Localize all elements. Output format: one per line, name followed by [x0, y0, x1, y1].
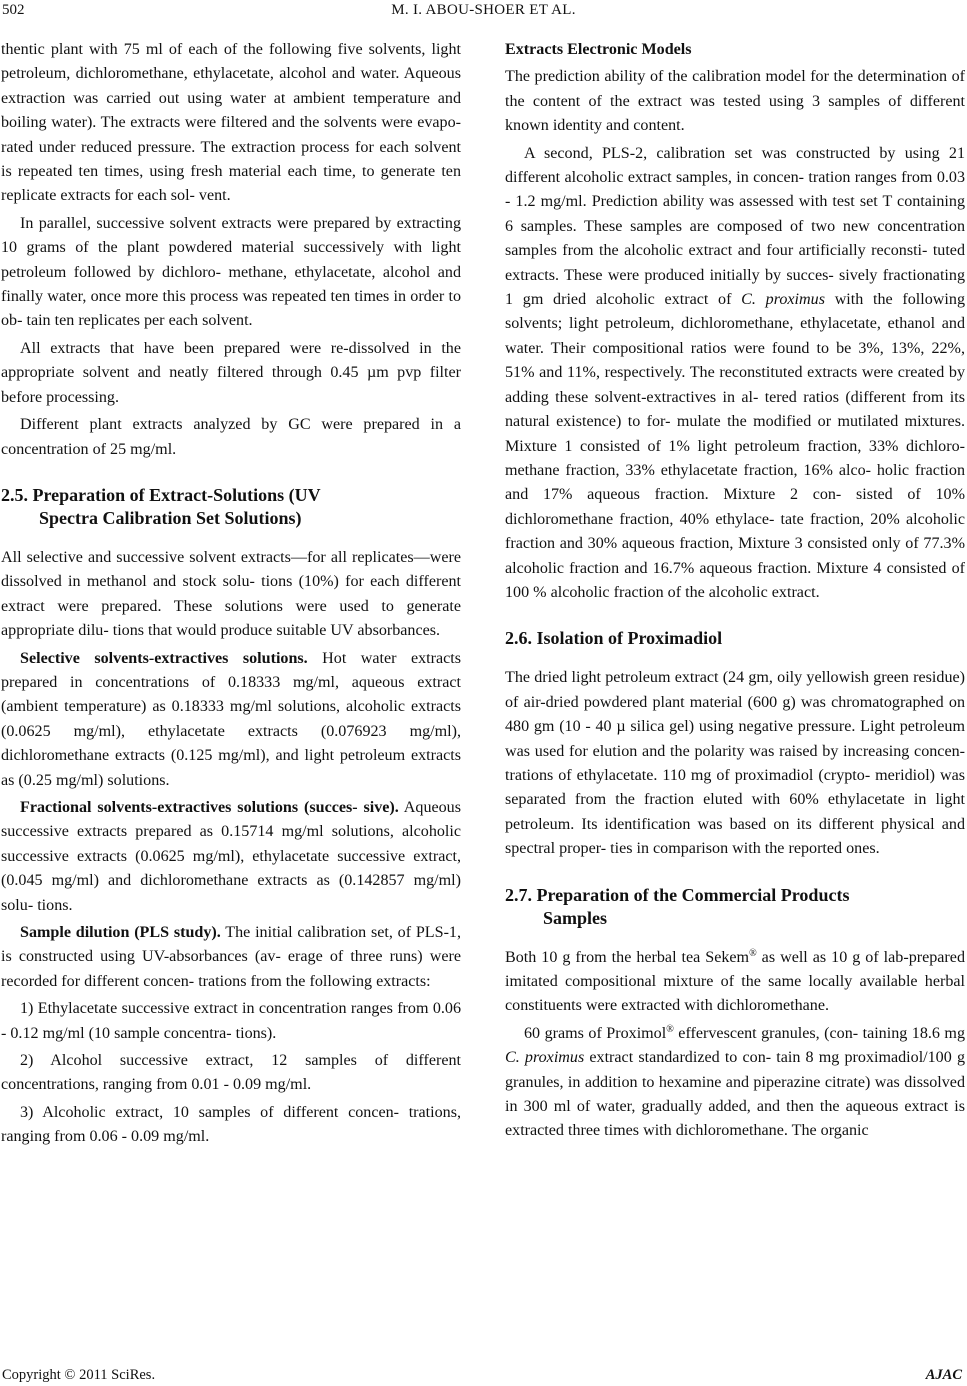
registered-mark: ® [666, 1023, 674, 1035]
section-heading-2-7-line2: Samples [543, 907, 608, 928]
registered-mark: ® [749, 947, 757, 959]
proximol-text-b: effervescent granules, (con- taining 18.6 mg [673, 1024, 965, 1042]
paragraph-selective-text: Hot water extracts prepared in concentrations of 0.18333 mg/ml, aqueous extract (ambient temperature) as 0.18333 mg/ml solutions, alcoholic extracts (0.0625 mg/ml), ethylacetate extracts (0.076923 mg/ml), dichloromethane extracts (0.125 mg/ml), and light petroleum extracts as (0.25 mg/ml) solutions. [1, 649, 461, 789]
paragraph-extraction-continued: thentic plant with 75 ml of each of the following five solvents, light petroleum, dichloromethane, ethylacetate, alcohol and water. Aqueous extraction was carried out using water at ambient temperature and boiling water). The extracts were filtered and the solvents were evapo- rated under reduced pressure. The extraction process for each solvent is repeated ten times, using fresh material each time, to generate ten replicate extracts for each sol- vent. [1, 41, 461, 205]
page-number: 502 [2, 2, 25, 18]
proximol-text-c: extract standardized to con- tain 8 mg proximadiol/100 g granules, in addition to hexamine and piperazine citrate) was dissolved in 300 ml of water, gradually added, and then the aqueous extract is extracted three times with dichloromethane. The organic [505, 1049, 965, 1140]
journal-abbreviation: AJAC [925, 1367, 962, 1383]
subheading-extracts-electronic-models [505, 38, 965, 62]
section-heading-2-7-line1: 2.7. Preparation of the Commercial Products [505, 884, 850, 905]
list-item-3: 3) Alcoholic extract, 10 samples of different concen- trations, ranging from 0.06 - 0.09 mg/ml. [1, 1103, 461, 1146]
section-heading-2-5 [1, 484, 461, 530]
paragraph-redissolved: All extracts that have been prepared were re-dissolved in the appropriate solvent and neatly filtered through 0.45 µm pvp filter before processing. [1, 339, 461, 406]
paragraph-sample-dilution-text: The initial calibration set, of PLS-1, is constructed using UV-absorbances (av- erage of three runs) were recorded for different concen- trations from the following extracts: [1, 924, 461, 990]
list-item-1: 1) Ethylacetate successive extract in concentration ranges from 0.06 - 0.12 mg/ml (10 sample concentra- tions). [1, 1000, 461, 1042]
herbal-tea-text-a: Both 10 g from the herbal tea Sekem [505, 948, 750, 966]
running-title: M. I. ABOU-SHOER ET AL. [391, 2, 576, 18]
right-column [505, 38, 965, 1147]
paragraph-stock-solutions: All selective and successive solvent extracts—for all replicates—were dissolved in methanol and stock solu- tions (10%) for each different extract were prepared. These solutions were used to generate appropriate dilu- tions that would produce suitable UV absorbances. [1, 548, 461, 640]
paragraph-herbal-tea [505, 946, 965, 1019]
paragraph-proximol [505, 1022, 965, 1144]
section-heading-2-6 [505, 627, 965, 650]
pls2-text-a: A second, PLS-2, calibration set was constructed by using 21 different alcoholic extract samples, in concen- tration ranges from 0.03 - 1.2 mg/ml. Prediction ability was assessed with test set T containing 6 samples. These samples are composed of two new concentration samples from the alcoholic extract and four artificially reconsti- tuted extracts. These were produced initially by succes- sively fractionating 1 gm dried alcoholic extract of [505, 144, 965, 309]
paragraph-prediction-ability: The prediction ability of the calibration model for the determination of the content of the extract was tested using 3 samples of different known identity and content. [505, 68, 965, 135]
run-in-heading-sample-dilution: Sample dilution (PLS study). [20, 924, 221, 941]
run-in-heading-selective: Selective solvents-extractives solutions. [20, 649, 308, 667]
running-header [0, 2, 967, 22]
paragraph-sample-dilution [1, 921, 461, 994]
paragraph-fractional-solutions [1, 796, 461, 918]
list-item-2: 2) Alcohol successive extract, 12 samples of different concentrations, ranging from 0.01 - 0.09 mg/ml. [1, 1052, 461, 1094]
section-heading-2-7 [505, 884, 965, 930]
run-in-heading-fractional: Fractional solvents-extractives solutions (succes- sive). [20, 798, 399, 816]
herbal-tea-text-b: as well as 10 g of lab-prepared imitated compositional mixture of the same locally available herbal constituents were extracted with dichloromethane. [505, 948, 965, 1015]
copyright-notice: Copyright © 2011 SciRes. [2, 1367, 156, 1383]
left-column [1, 38, 461, 1153]
page-footer [0, 1367, 967, 1385]
section-heading-2-6-text: 2.6. Isolation of Proximadiol [505, 628, 723, 649]
subheading-text: Extracts Electronic Models [505, 41, 692, 58]
species-name: C. proximus [505, 1049, 585, 1067]
pls2-text-b: with the following solvents; light petroleum, dichloromethane, ethylacetate, ethanol and water. Their compositional ratios were found to be 3%, 13%, 22%, 51% and 11%, respectively. The reconstituted extracts were created by adding these solvent-extractives in al- tered ratios (different from its natural existence) to for- mulate the modified or mutilated mixtures. Mixture 1 consisted of 1% light petroleum fraction, 33% dichloro- methane fraction, 33% ethylacetate fraction, 16% alco- holic fraction and 17% aqueous fraction. Mixture 2 con- sisted of 10% dichloromethane fraction, 40% ethylace- tate fraction, 20% alcoholic fraction and 30% aqueous fraction, Mixture 3 consisted only of 77.3% alcoholic fraction and 16.7% aqueous fraction. Mixture 4 consisted of 100 % alcoholic fraction of the alcoholic extract. [505, 291, 965, 601]
proximol-text-a: 60 grams of Proximol [524, 1024, 667, 1042]
paragraph-selective-solutions [1, 647, 461, 793]
section-heading-2-5-line1: 2.5. Preparation of Extract-Solutions (UV [1, 484, 321, 505]
paragraph-pls2-calibration [505, 142, 965, 606]
paragraph-gc-extracts: Different plant extracts analyzed by GC were prepared in a concentration of 25 mg/ml. [1, 416, 461, 458]
section-heading-2-5-line2: Spectra Calibration Set Solutions) [39, 507, 302, 528]
paragraph-fractional-text: Aqueous successive extracts prepared as 0.15714 mg/ml solutions, alcoholic successive extracts (0.0625 mg/ml), ethylacetate successive extract, (0.045 mg/ml) and dichloromethane extracts as (0.142857 mg/ml) solu- tions. [1, 798, 461, 914]
paragraph-isolation: The dried light petroleum extract (24 gm, oily yellowish green residue) of air-dried powdered plant material (600 g) was chromatographed on 480 gm (10 - 40 µ silica gel) using negative pressure. Light petroleum was used for elution and the polarity was raised by increasing concen- trations of ethylacetate. 110 mg of proximadiol (crypto- meridiol) was separated from the fraction eluted with 60% ethylacetate in light petroleum. Its identification was based on its different physical and spectral proper- ties in comparison with the reported ones. [505, 669, 965, 858]
species-name: C. proximus [741, 291, 825, 309]
paragraph-successive-extracts: In parallel, successive solvent extracts were prepared by extracting 10 grams of the plant powdered material successively with light petroleum followed by dichloro- methane, ethylacetate, alcohol and finally water, once more this process was repeated ten times in order to ob- tain ten replicates per each solvent. [1, 214, 461, 330]
